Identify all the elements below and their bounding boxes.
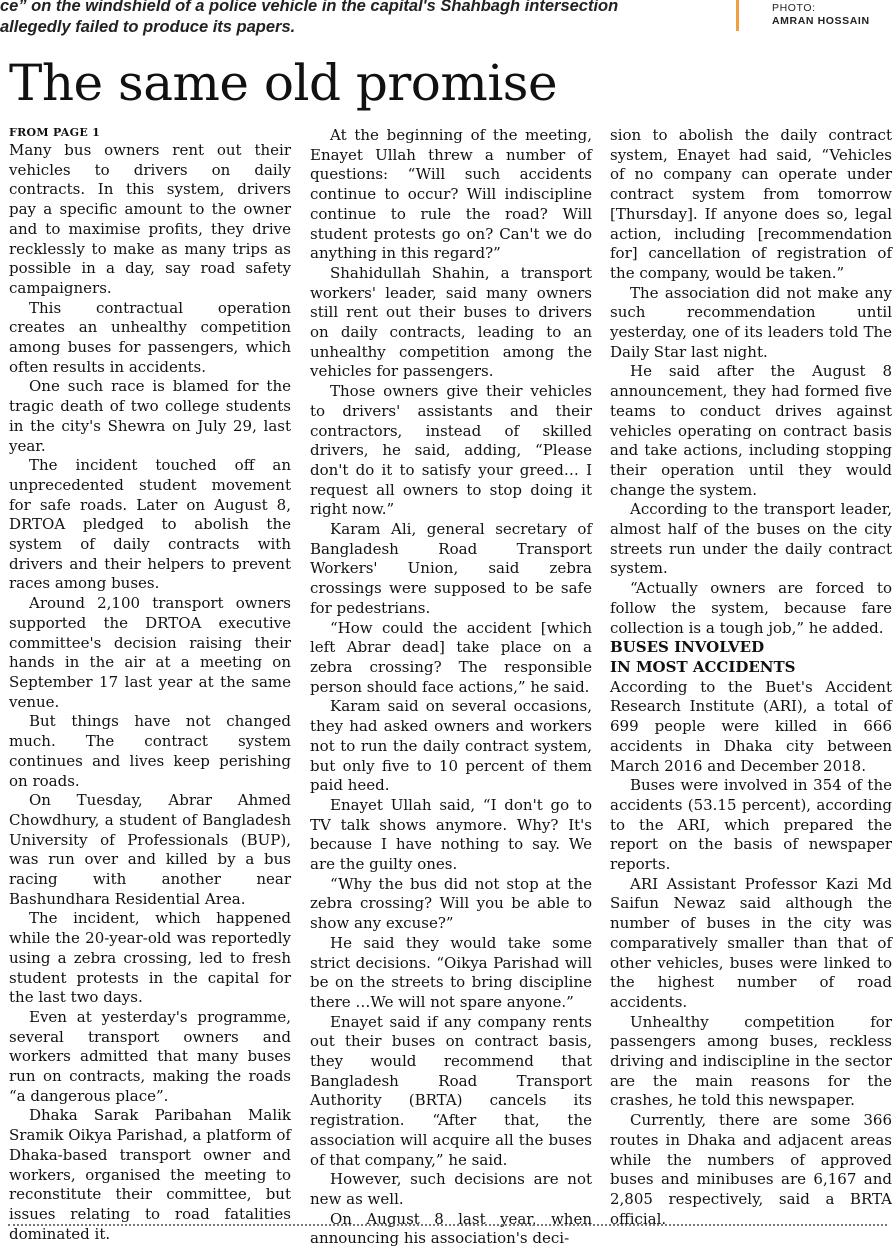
paragraph: He said after the August 8 announcement, they had formed five teams to conduct drives against vehicles operating on contract basis and take actions, including stopping their operation until they would change the system. (610, 362, 892, 499)
paragraph: ARI Assistant Professor Kazi Md Saifun Newaz said although the number of buses in the city was comparatively smaller than that of other vehicles, buses were linked to the highest number of road accidents. (610, 874, 892, 1011)
paragraph: Karam said on several occasions, they had asked owners and workers not to run the daily contract system, but only five to 10 percent of them paid heed. (310, 697, 592, 795)
paragraph: Even at yesterday's programme, several transport owners and workers admitted that many buses run on contracts, making the roads “a dangerous place”. (9, 1007, 291, 1105)
paragraph: According to the Buet's Accident Research Institute (ARI), a total of 699 people were killed in 666 accidents in Dhaka city between March 2016 and December 2018. (610, 677, 892, 775)
paragraph: Around 2,100 transport owners supported the DRTOA executive committee's decision raising their hands in the air at a meeting on September 17 last year at the same venue. (9, 594, 291, 711)
paragraph: Shahidullah Shahin, a transport workers' leader, said many owners still rent out their buses to drivers on daily contracts, leading to an unhealthy competition among the vehicles for passengers. (310, 263, 592, 381)
paragraph: The incident, which happened while the 20-year-old was reportedly using a zebra crossing, led to fresh student protests in the capital for the last two days. (9, 909, 291, 1007)
paragraph: “Actually owners are forced to follow the system, because fare collection is a tough job,” he added. (610, 579, 892, 637)
paragraph: Those owners give their vehicles to drivers' assistants and their contractors, instead of skilled drivers, he said, adding, “Please don't do it to satisfy your greed… I request all owners to stop doing it right now.” (310, 382, 592, 519)
column-1 (9, 126, 291, 1244)
paragraph: Currently, there are some 366 routes in Dhaka and adjacent areas while the numbers of approved buses and minibuses are 6,167 and 2,805 respectively, said a BRTA official. (610, 1111, 892, 1228)
photo-credit-name: AMRAN HOSSAIN (772, 15, 870, 27)
column-3 (610, 126, 892, 1229)
paragraph: The incident touched off an unprecedented student movement for safe roads. Later on August 8, DRTOA pledged to abolish the system of daily contracts with drivers and their helpers to prevent races among buses. (9, 456, 291, 593)
paragraph: However, such decisions are not new as well. (310, 1170, 592, 1208)
paragraph: Buses were involved in 354 of the accidents (53.15 percent), according to the ARI, which prepared the report on the basis of newspaper reports. (610, 776, 892, 874)
paragraph: One such race is blamed for the tragic death of two college students in the city's Shewra on July 29, last year. (9, 377, 291, 455)
column-2 (310, 126, 592, 1249)
paragraph: Dhaka Sarak Paribahan Malik Sramik Oikya Parishad, a platform of Dhaka-based transport owner and workers, organised the meeting to reconstitute their committee, but issues relating to road fatalities dominated it. (9, 1106, 291, 1243)
paragraph: The association did not make any such recommendation until yesterday, one of its leaders told The Daily Star last night. (610, 283, 892, 361)
caption-line-1: ce” on the windshield of a police vehicle in the capital's Shahbagh intersection (0, 0, 619, 15)
paragraph: On August 8 last year, when announcing his association's deci- (310, 1209, 592, 1248)
headline: The same old promise (9, 54, 558, 112)
paragraph-continued: sion to abolish the daily contract system, Enayet had said, “Vehicles of no company can operate under contract system from tomorrow [Thursday]. If anyone does so, legal action, including [recommendation for] cancellation of registration of the company, would be taken.” (610, 126, 892, 282)
from-page-label: FROM PAGE 1 (9, 126, 101, 139)
subheading (610, 638, 892, 677)
paragraph: But things have not changed much. The contract system continues and lives keep perishing on roads. (9, 712, 291, 790)
photo-credit-label: PHOTO: (772, 2, 816, 14)
paragraph: On Tuesday, Abrar Ahmed Chowdhury, a student of Bangladesh University of Professionals (BUP), was run over and killed by a bus racing with another near Bashundhara Residential Area. (9, 791, 291, 908)
paragraph: Many bus owners rent out their vehicles to drivers on daily contracts. In this system, drivers pay a specific amount to the owner and to maximise profits, they drive recklessly to make as many trips as possible in a day, say road safety campaigners. (9, 141, 291, 297)
paragraph: According to the transport leader, almost half of the buses on the city streets run under the daily contract system. (610, 500, 892, 578)
paragraph: “How could the accident [which left Abrar dead] take place on a zebra crossing? The responsible person should face actions,” he said. (310, 618, 592, 696)
paragraph: Karam Ali, general secretary of Bangladesh Road Transport Workers' Union, said zebra crossings were supposed to be safe for pedestrians. (310, 520, 592, 617)
caption-line-2: allegedly failed to produce its papers. (0, 18, 296, 36)
credit-divider (736, 0, 739, 31)
dotted-divider (8, 1224, 887, 1226)
paragraph: This contractual operation creates an unhealthy competition among buses for passengers, which often results in accidents. (9, 298, 291, 376)
photo-caption (0, 0, 619, 38)
photo-credit (772, 2, 870, 28)
paragraph: He said they would take some strict decisions. “Oikya Parishad will be on the streets to bring discipline there …We will not spare anyone.” (310, 933, 592, 1011)
subheading-line-1: BUSES INVOLVED (610, 638, 765, 657)
paragraph: Unhealthy competition for passengers among buses, reckless driving and indiscipline in the sector are the main reasons for the crashes, he told this newspaper. (610, 1012, 892, 1110)
paragraph: Enayet Ullah said, “I don't go to TV talk shows anymore. Why? It's because I have nothing to say. We are the guilty ones. (310, 795, 592, 874)
paragraph: At the beginning of the meeting, Enayet Ullah threw a number of questions: “Will such accidents continue to occur? Will indiscipline continue to rule the road? Will student protests go on? Can't we do anything in this regard?” (310, 126, 592, 263)
paragraph: Enayet said if any company rents out their buses on contract basis, they would recommend that Bangladesh Road Transport Authority (BRTA) cancels its registration. “After that, the association will acquire all the buses of that company,” he said. (310, 1012, 592, 1169)
subheading-line-2: IN MOST ACCIDENTS (610, 657, 796, 676)
paragraph: “Why the bus did not stop at the zebra crossing? Will you be able to show any excuse?” (310, 874, 592, 933)
